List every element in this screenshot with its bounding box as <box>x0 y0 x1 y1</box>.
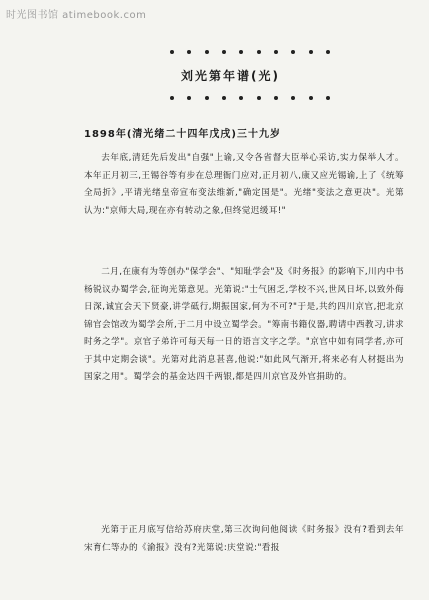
year-heading: 1898年(清光绪二十四年戊戌)三十九岁 <box>84 129 281 140</box>
page-title: 刘光第年谱(光) <box>181 69 280 83</box>
paragraph-1: 去年底,清廷先后发出"自强"上谕,又令各省督大臣举心采访,实力保举人才。本年正月初三,王锡谷等有步在总理衙门应对,正月初八,康又应光锡谕,上了《统筹全局折》,平请光绪皇帝宣布变法维新,"确定国是"。光绪"变法之意更决"。光第认为:"京师大局,现在亦有转动之象,但终觉迟缓耳!" <box>84 153 404 216</box>
paragraph-3: 光第于正月底写信给苏府庆堂,第三次询问他阅读《时务报》没有?看到去年宋育仁等办的《渝报》没有?光第说:庆堂说:"看报 <box>84 525 404 553</box>
bottom-dot-border <box>170 96 330 100</box>
top-dot-border <box>170 50 330 54</box>
paragraph-2: 二月,在康有为等创办"保学会"、"知耻学会"及《时务报》的影响下,川内中书杨锐议办蜀学会,征询光第意见。光第说:"士气困乏,学校不兴,世风日坏,以致外侮日深,诚宜会天下贤豪,讲学砥行,期振国家,何为不可?"于是,共约四川京官,把北京锦官会馆改为蜀学会所,于二月中设立蜀学会。"筹南书籍仪器,聘请中西教习,讲求时务之学"。京官子弟许可每天每一日的语言文字之学。"京官中如有同学者,亦可于其中定期会谈"。光第对此消息甚喜,他说:"如此风气渐开,将来必有人材挺出为国家之用"。蜀学会的基金达四千两银,都是四川京官及外官捐助的。 <box>84 267 404 382</box>
watermark: 时光图书馆 atimebook.com <box>6 10 147 21</box>
